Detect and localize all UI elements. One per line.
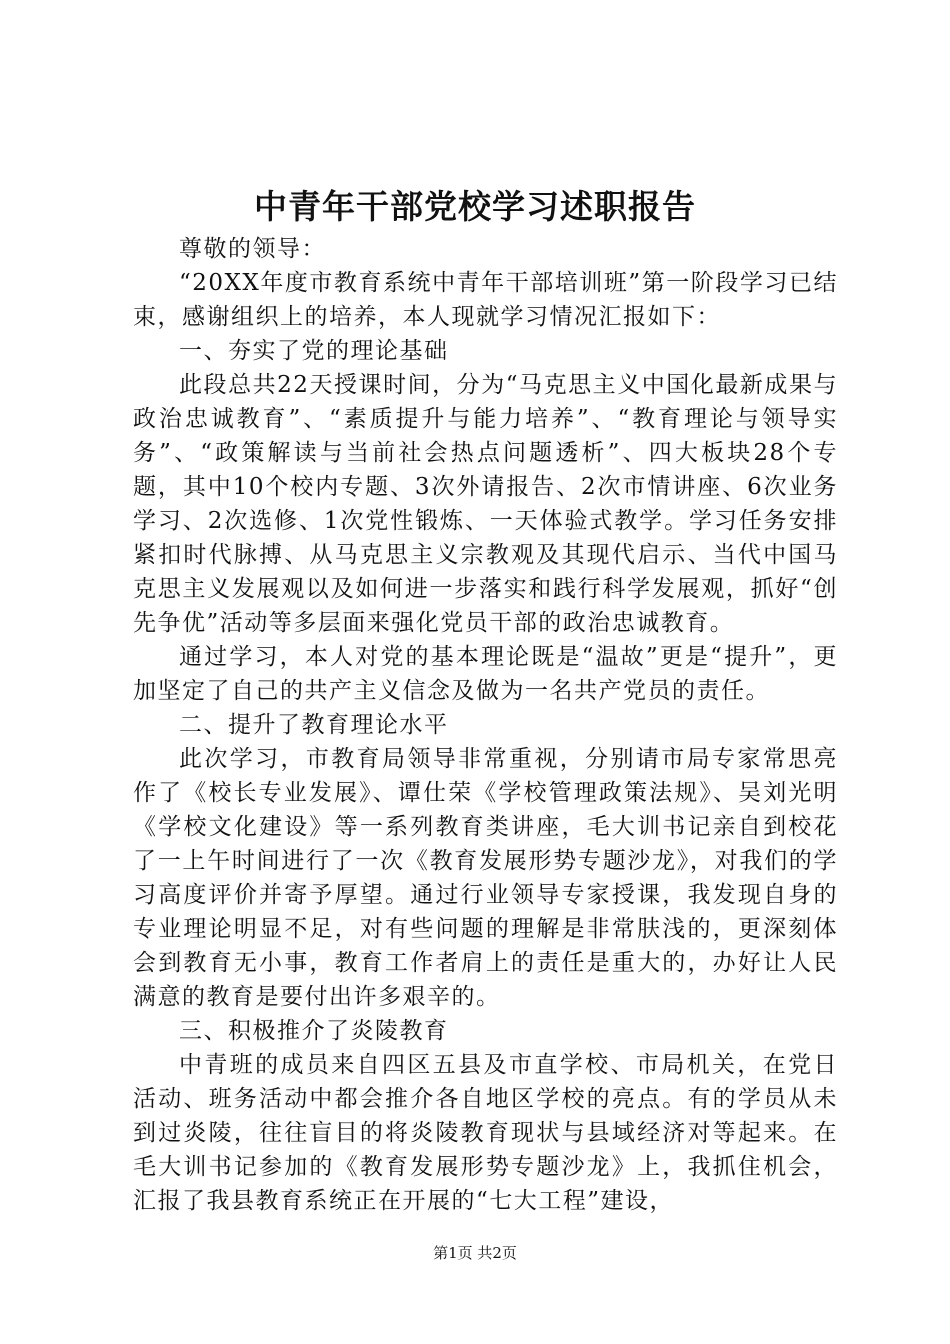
section-3-paragraph-1: 中青班的成员来自四区五县及市直学校、市局机关，在党日活动、班务活动中都会推介各自地区学校的亮点。有的学员从未到过炎陵，往往盲目的将炎陵教育现状与县域经济对等起来。在毛大训书记参加的《教育发展形势专题沙龙》上，我抓住机会，汇报了我县教育系统正在开展的“七大工程”建设， <box>133 1052 838 1214</box>
section-heading-3: 三、积极推介了炎陵教育 <box>179 1018 449 1044</box>
section-heading-2: 二、提升了教育理论水平 <box>179 712 449 738</box>
section-2-paragraph-1: 此次学习，市教育局领导非常重视，分别请市局专家常思亮作了《校长专业发展》、谭仕荣《学校管理政策法规》、吴刘光明《学校文化建设》等一系列教育类讲座，毛大训书记亲自到校花了一上午时间进行了一次《教育发展形势专题沙龙》，对我们的学习高度评价并寄予厚望。通过行业领导专家授课，我发现自身的专业理论明显不足，对有些问题的理解是非常肤浅的，更深刻体会到教育无小事，教育工作者肩上的责任是重大的，办好让人民满意的教育是要付出许多艰辛的。 <box>133 746 838 1010</box>
salutation: 尊敬的领导： <box>179 236 326 262</box>
page-footer: 第1页 共2页 <box>433 1244 517 1262</box>
document-title: 中青年干部党校学习述职报告 <box>254 187 696 226</box>
intro-paragraph: “20XX年度市教育系统中青年干部培训班”第一阶段学习已结束，感谢组织上的培养，本人现就学习情况汇报如下： <box>133 270 838 330</box>
document-body <box>133 232 838 1218</box>
section-1-paragraph-1: 此段总共22天授课时间，分为“马克思主义中国化最新成果与政治忠诚教育”、“素质提升与能力培养”、“教育理论与领导实务”、“政策解读与当前社会热点问题透析”、四大板块28个专题，其中10个校内专题、3次外请报告、2次市情讲座、6次业务学习、2次选修、1次党性锻炼、一天体验式教学。学习任务安排紧扣时代脉搏、从马克思主义宗教观及其现代启示、当代中国马克思主义发展观以及如何进一步落实和践行科学发展观，抓好“创先争优”活动等多层面来强化党员干部的政治忠诚教育。 <box>133 372 838 636</box>
section-heading-1: 一、夯实了党的理论基础 <box>179 338 449 364</box>
section-1-paragraph-2: 通过学习，本人对党的基本理论既是“温故”更是“提升”，更加坚定了自己的共产主义信念及做为一名共产党员的责任。 <box>133 644 838 704</box>
